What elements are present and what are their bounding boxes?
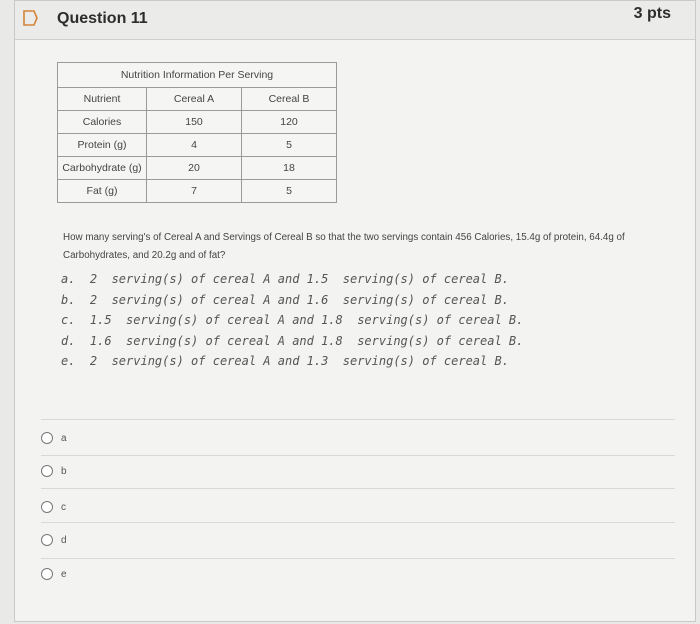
table-cell: Protein (g) [58, 134, 147, 157]
choice-text: e. 2 serving(s) of cereal A and 1.3 serving(s) of cereal B. [61, 354, 509, 368]
divider [41, 419, 675, 420]
flag-icon[interactable] [21, 9, 39, 27]
table-row [58, 180, 337, 203]
answer-option-a[interactable] [41, 428, 67, 448]
table-cell: Calories [58, 111, 147, 134]
table-cell: 4 [147, 134, 242, 157]
table-row [58, 134, 337, 157]
radio-button[interactable] [41, 534, 53, 546]
radio-button[interactable] [41, 465, 53, 477]
choice-text: d. 1.6 serving(s) of cereal A and 1.8 serving(s) of cereal B. [61, 333, 524, 348]
table-cell: 7 [147, 180, 242, 203]
radio-button[interactable] [41, 568, 53, 580]
answer-option-e[interactable] [41, 564, 67, 584]
choice-text: a. 2 serving(s) of cereal A and 1.5 serving(s) of cereal B. [61, 272, 509, 286]
answer-option-b[interactable] [41, 461, 67, 481]
table-header: Cereal B [242, 88, 337, 111]
question-header [15, 1, 695, 40]
option-label: a [61, 432, 67, 444]
table-cell: 5 [242, 180, 337, 203]
table-header: Cereal A [147, 88, 242, 111]
table-row [58, 157, 337, 180]
choice-text: b. 2 serving(s) of cereal A and 1.6 serving(s) of cereal B. [61, 292, 509, 307]
question-card [14, 0, 696, 622]
option-label: b [61, 465, 67, 477]
table-cell: 5 [242, 134, 337, 157]
question-title: Question 11 [57, 10, 148, 27]
divider [41, 455, 675, 456]
option-label: c [61, 501, 66, 513]
divider [41, 558, 675, 559]
table-cell: Carbohydrate (g) [58, 157, 147, 180]
nutrition-table [57, 62, 337, 203]
table-cell: Fat (g) [58, 180, 147, 203]
choice-text: c. 1.5 serving(s) of cereal A and 1.8 serving(s) of cereal B. [61, 313, 524, 327]
divider [41, 488, 675, 489]
table-header: Nutrient [58, 88, 147, 111]
table-cell: 20 [147, 157, 242, 180]
question-points: 3 pts [633, 5, 671, 22]
radio-button[interactable] [41, 432, 53, 444]
option-label: e [61, 568, 67, 580]
table-cell: 120 [242, 111, 337, 134]
answer-option-d[interactable] [41, 530, 67, 550]
table-row [58, 111, 337, 134]
choice-list [61, 269, 523, 372]
table-cell: 150 [147, 111, 242, 134]
radio-button[interactable] [41, 501, 53, 513]
question-prompt: How many serving's of Cereal A and Servings of Cereal B so that the two servings contain 456 Calories, 15.4g of protein, 64.4g of Carbohydrates, and 20.2g and of fat? [63, 232, 625, 261]
table-cell: 18 [242, 157, 337, 180]
table-caption: Nutrition Information Per Serving [58, 63, 337, 88]
option-label: d [61, 534, 67, 546]
divider [41, 522, 675, 523]
answer-option-c[interactable] [41, 497, 66, 517]
